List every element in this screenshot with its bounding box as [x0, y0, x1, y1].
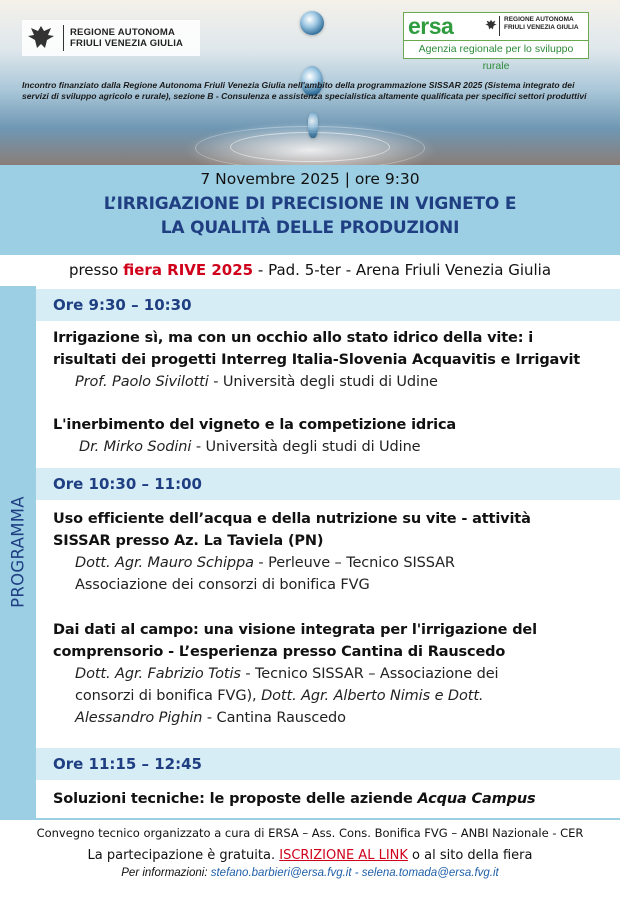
speaker-name: Dott. Agr. Alberto Nimis e Dott.: [261, 688, 484, 704]
speaker-affiliation: - Università degli studi di Udine: [191, 439, 421, 455]
program-content: [36, 286, 620, 818]
venue-prefix: presso: [68, 261, 124, 279]
speaker-affiliation-cont: consorzi di bonifica FVG),: [75, 688, 262, 704]
time-slot-2: Ore 10:30 – 11:00: [36, 468, 620, 500]
email-link-tomada[interactable]: selena.tomada@ersa.fvg.it: [361, 867, 499, 879]
speaker-name: Dott. Agr. Fabrizio Totis: [75, 666, 241, 682]
email-link-barbieri[interactable]: stefano.barbieri@ersa.fvg.it: [210, 867, 352, 879]
event-venue: [0, 255, 620, 286]
speaker-affiliation: - Perleuve – Tecnico SISSAR: [253, 555, 455, 571]
participation-text: [0, 848, 620, 863]
talk-title-line2: risultati dei progetti Interreg Italia-Slovenia Acquavitis e Irrigavit: [53, 352, 581, 368]
footer: [0, 818, 620, 898]
speaker-name: Dr. Mirko Sodini: [79, 439, 192, 455]
header-banner: [0, 0, 620, 165]
organizers-text: Convegno tecnico organizzato a cura di ERSA – Ass. Cons. Bonifica FVG – ANBI Nazionale - CER: [36, 826, 584, 840]
speaker-name: Alessandro Pighin: [75, 710, 203, 726]
talk-title-line2: SISSAR presso Az. La Taviela (PN): [53, 533, 324, 549]
talk-title: L'inerbimento del vigneto e la competizione idrica: [53, 417, 457, 433]
funding-note: Incontro finanziato dalla Regione Autonoma Friuli Venezia Giulia nell'ambito della programmazione SISSAR 2025 (Sistema integrato dei servizi di sviluppo agricolo e rurale), sezione B - Consulenza e assistenza specialistica altamente qualificata per specifici settori produttivi: [22, 80, 587, 101]
talk-title-line1: Dai dati al campo: una visione integrata per l'irrigazione del: [53, 622, 537, 638]
speaker-affiliation-line2: Associazione dei consorzi di bonifica FVG: [75, 577, 370, 593]
event-date: 7 Novembre 2025 | ore 9:30: [200, 170, 420, 188]
talk-speaker: [53, 371, 613, 393]
email-separator: -: [351, 867, 362, 879]
ersa-logo-sub: [499, 16, 579, 36]
fvg-logo-line1: REGIONE AUTONOMA: [70, 27, 176, 38]
ersa-wordmark: ersa: [408, 13, 454, 39]
contact-info: [0, 867, 620, 879]
fvg-logo-line2: FRIULI VENEZIA GIULIA: [70, 38, 184, 49]
speaker-affiliation: - Tecnico SISSAR – Associazione dei: [240, 666, 499, 682]
talk-title-company: Acqua Campus: [417, 791, 536, 807]
ersa-sub-line1: REGIONE AUTONOMA: [504, 16, 574, 23]
logo-divider: [63, 25, 64, 51]
event-title-line2: LA QUALITÀ DELLE PRODUZIONI: [160, 218, 460, 238]
talk-uso-efficiente: [53, 508, 613, 596]
speaker-affiliation: - Università degli studi di Udine: [208, 374, 438, 390]
speaker-affiliation: - Cantina Rauscedo: [202, 710, 346, 726]
ersa-logo: [403, 12, 589, 72]
talk-dati-al-campo: [53, 619, 613, 729]
regione-fvg-text: [70, 27, 183, 49]
talk-speaker: [53, 436, 613, 458]
talk-title-line1: Irrigazione sì, ma con un occhio allo stato idrico della vite: i: [53, 330, 534, 346]
time-slot-3: Ore 11:15 – 12:45: [36, 748, 620, 780]
water-splash-icon: [308, 112, 318, 138]
program-section: [0, 286, 620, 818]
talk-title-line1: Uso efficiente dell’acqua e della nutrizione su vite - attività: [53, 511, 531, 527]
registration-link[interactable]: ISCRIZIONE AL LINK: [279, 848, 408, 863]
talk-speaker: [53, 552, 613, 574]
program-label: PROGRAMMA: [8, 496, 28, 608]
talk-title-prefix: Soluzioni tecniche: le proposte delle aziende: [53, 791, 418, 807]
program-side-bar: [0, 286, 36, 818]
after-link-text: o al sito della fiera: [407, 848, 533, 863]
talk-speaker-line2: [53, 685, 613, 707]
ersa-sub-line2: FRIULI VENEZIA GIULIA: [504, 24, 579, 31]
event-title-line1: L’IRRIGAZIONE DI PRECISIONE IN VIGNETO E: [103, 194, 517, 214]
water-drop-icon: [300, 11, 324, 35]
talk-title: [53, 788, 613, 810]
venue-suffix: - Pad. 5-ter - Arena Friuli Venezia Giulia: [253, 261, 552, 279]
info-label: Per informazioni:: [121, 867, 211, 879]
talk-soluzioni-tecniche: [53, 788, 613, 810]
talk-irrigazione: [53, 327, 613, 393]
eagle-icon: [484, 17, 498, 33]
event-title: [0, 192, 620, 240]
talk-speaker-line3: [53, 707, 613, 729]
talk-inerbimento: [53, 414, 613, 458]
eagle-icon: [25, 22, 57, 54]
talk-title-line2: comprensorio - L’esperienza presso Cantina di Rauscedo: [53, 644, 506, 660]
free-text: La partecipazione è gratuita.: [87, 848, 280, 863]
venue-fiera: fiera RIVE 2025: [123, 261, 254, 279]
speaker-name: Dott. Agr. Mauro Schippa: [75, 555, 254, 571]
talk-speaker: [53, 663, 613, 685]
time-slot-1: Ore 9:30 – 10:30: [36, 289, 620, 321]
title-block: [0, 165, 620, 255]
ersa-tagline: Agenzia regionale per lo sviluppo rurale: [404, 40, 588, 58]
speaker-name: Prof. Paolo Sivilotti: [75, 374, 209, 390]
regione-fvg-logo: [22, 20, 200, 56]
